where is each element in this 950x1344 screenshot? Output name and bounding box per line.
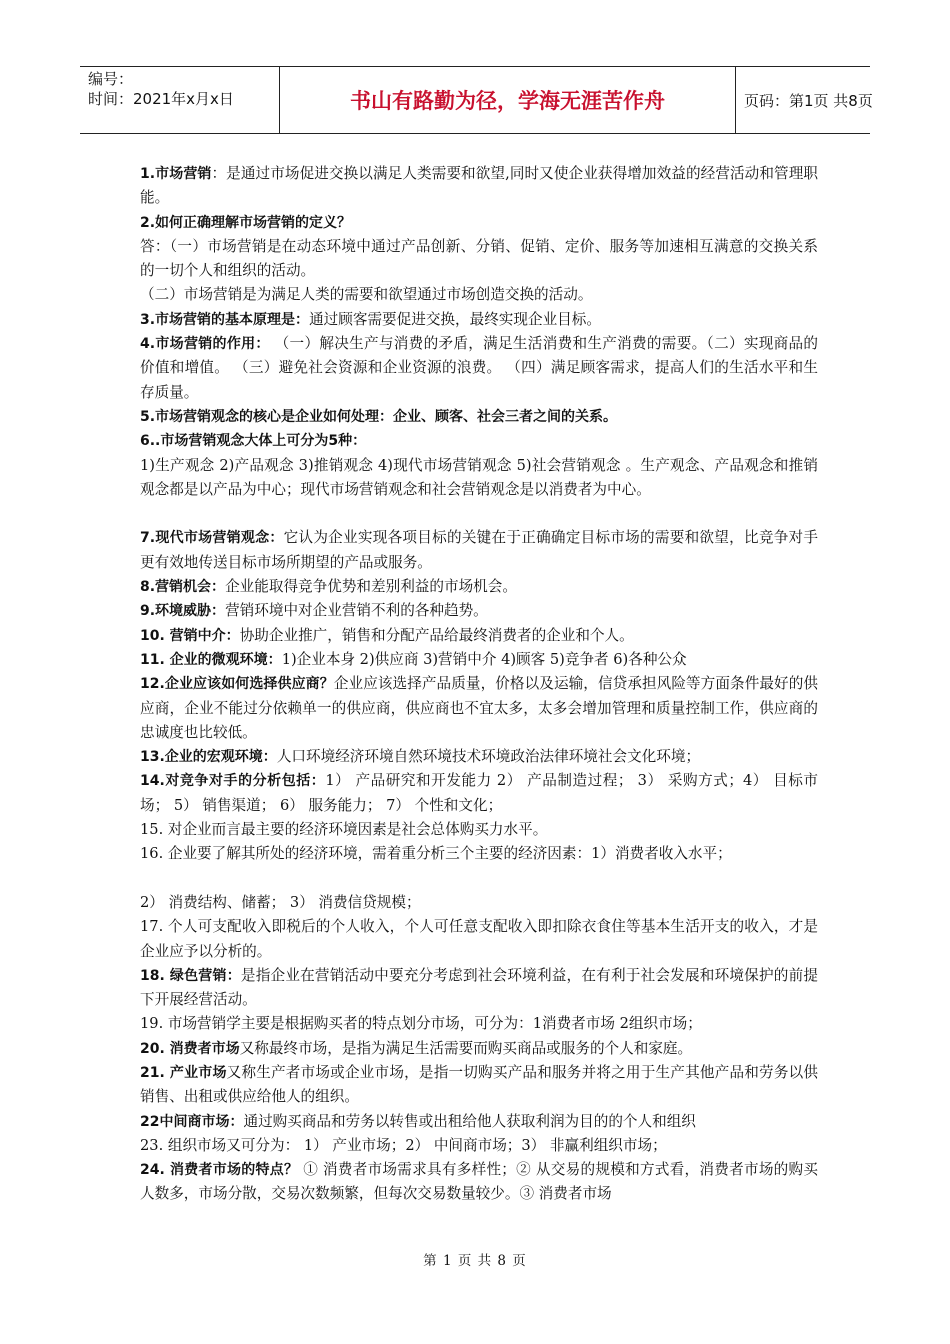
paragraph (140, 624, 818, 648)
paragraph-text: 1） 产品研究和开发能力 2） 产品制造过程； 3） 采购方式；4） 目标市场； 5） 销售渠道； 6） 服务能力； 7） 个性和文化； (140, 772, 818, 814)
paragraph (140, 332, 818, 405)
paragraph-text: ：是通过市场促进交换以满足人类需要和欲望,同时又使企业获得增加效益的经营活动和管理职能。 (140, 165, 818, 207)
page-header (80, 66, 873, 134)
paragraph (140, 891, 818, 915)
document-body (140, 162, 818, 1207)
paragraph-text: 2） 消费结构、储蓄； 3） 消费信贷规模； (140, 893, 421, 911)
paragraph-text: 又称生产者市场或企业市场，是指一切购买产品和服务并将之用于生产其他产品和劳务以供销售、出租或供应给他人的组织。 (140, 1063, 818, 1106)
date-label: 时间：2021年x月x日 (88, 90, 234, 108)
paragraph (140, 672, 818, 745)
paragraph-text: 16. 企业要了解其所处的经济环境，需着重分析三个主要的经济因素：1）消费者收入水平； (140, 845, 732, 863)
paragraph-heading: 14.对竞争对手的分析包括： (140, 773, 326, 790)
paragraph (140, 454, 818, 503)
paragraph-heading: 8.营销机会： (140, 579, 226, 596)
paragraph (140, 745, 818, 769)
paragraph-text: 1)生产观念 2)产品观念 3)推销观念 4)现代市场营销观念 5)社会营销观念 。生产观念、产品观念和推销观念都是以产品为中心；现代市场营销观念和社会营销观念是以消费者为中心。 (140, 456, 818, 498)
paragraph-text: 是指企业在营销活动中要充分考虑到社会环境利益，在有利于社会发展和环境保护的前提下开展经营活动。 (140, 966, 818, 1009)
paragraph (140, 1012, 818, 1036)
paragraph (140, 308, 818, 332)
paragraph-text: 企业能取得竞争优势和差别利益的市场机会。 (225, 578, 517, 596)
header-page-info: 页码：第1页 共8页 (744, 91, 873, 110)
paragraph-heading: 7.现代市场营销观念： (140, 530, 284, 547)
paragraph-text: ① 消费者市场需求具有多样性；② 从交易的规模和方式看，消费者市场的购买人数多，市场分散，交易次数频繁，但每次交易数量较少。③ 消费者市场 (140, 1161, 818, 1203)
page-footer: 第 1 页 共 8 页 (423, 1253, 527, 1269)
paragraph (140, 915, 818, 964)
paragraph (140, 405, 818, 429)
paragraph-heading: 3.市场营销的基本原理是： (140, 311, 310, 328)
paragraph-text: 通过顾客需要促进交换，最终实现企业目标。 (309, 310, 601, 328)
paragraph-heading: 13.企业的宏观环境： (140, 749, 277, 766)
paragraph-heading: 22中间商市场： (140, 1113, 244, 1130)
blank-line (140, 502, 818, 526)
paragraph-heading: 9.环境威胁： (140, 603, 226, 620)
paragraph (140, 429, 818, 453)
paragraph-text: 17. 个人可支配收入即税后的个人收入，个人可任意支配收入即扣除衣食住等基本生活开支的收入，才是企业应予以分析的。 (140, 918, 818, 960)
paragraph-heading: 20. 消费者市场 (140, 1040, 240, 1057)
paragraph-heading: 10. 营销中介： (140, 627, 240, 644)
paragraph (140, 1158, 818, 1207)
paragraph (140, 162, 818, 211)
paragraph (140, 818, 818, 842)
paragraph-text: （一）解决生产与消费的矛盾，满足生活消费和生产消费的需要。（二）实现商品的价值和增值。 （三）避免社会资源和企业资源的浪费。 （四）满足顾客需求，提高人们的生活水平和生存质量。 (140, 335, 819, 401)
paragraph (140, 599, 818, 623)
paragraph-heading: 2.如何正确理解市场营销的定义？ (140, 214, 352, 231)
paragraph-heading: 6..市场营销观念大体上可分为5种： (140, 433, 367, 450)
paragraph (140, 769, 818, 818)
paragraph (140, 1037, 818, 1061)
paragraph-text: 人口环境经济环境自然环境技术环境政治法律环境社会文化环境； (276, 748, 701, 766)
paragraph-heading: 5.市场营销观念的核心是企业如何处理：企业、顾客、社会三者之间的关系。 (140, 408, 618, 425)
paragraph-text: 19. 市场营销学主要是根据购买者的特点划分市场，可分为：1消费者市场 2组织市场； (140, 1015, 702, 1033)
paragraph-text: 通过购买商品和劳务以转售或出租给他人获取利润为目的的个人和组织 (243, 1112, 696, 1130)
paragraph-heading: 21. 产业市场 (140, 1064, 227, 1081)
paragraph-text: 23. 组织市场又可分为： 1） 产业市场；2） 中间商市场；3） 非赢利组织市场； (140, 1136, 667, 1154)
paragraph-heading: 18. 绿色营销： (140, 967, 241, 984)
paragraph (140, 1134, 818, 1158)
paragraph (140, 526, 818, 575)
paragraph (140, 1061, 818, 1110)
header-motto: 书山有路勤为径，学海无涯苦作舟 (280, 67, 736, 133)
paragraph (140, 964, 818, 1013)
paragraph-text: 协助企业推广，销售和分配产品给最终消费者的企业和个人。 (239, 626, 634, 644)
paragraph-heading: 12.企业应该如何选择供应商？ (140, 676, 334, 693)
paragraph-heading: 1.市场营销 (140, 166, 212, 182)
paragraph-text: （二）市场营销是为满足人类的需要和欲望通过市场创造交换的活动。 (140, 286, 593, 304)
paragraph (140, 648, 818, 672)
paragraph (140, 842, 818, 866)
paragraph-text: 营销环境中对企业营销不利的各种趋势。 (225, 602, 488, 620)
paragraph-text: 企业应该选择产品质量，价格以及运输，信贷承担风险等方面条件最好的供应商，企业不能过分依赖单一的供应商，供应商也不宜太多，太多会增加管理和质量控制工作，供应商的忠诚度也比较低。 (140, 675, 818, 741)
paragraph-heading: 11. 企业的微观环境： (140, 651, 282, 668)
header-meta (80, 67, 280, 133)
paragraph-text: 又称最终市场，是指为满足生活需要而购买商品或服务的个人和家庭。 (239, 1039, 693, 1057)
paragraph (140, 575, 818, 599)
paragraph (140, 211, 818, 235)
paragraph-text: 1)企业本身 2)供应商 3)营销中介 4)顾客 5)竞争者 6)各种公众 (281, 650, 687, 668)
paragraph-text: 它认为企业实现各项目标的关键在于正确确定目标市场的需要和欲望，比竞争对手更有效地传送目标市场所期望的产品或服务。 (140, 529, 818, 571)
number-label: 编号： (88, 70, 134, 88)
paragraph-text: 15. 对企业而言最主要的经济环境因素是社会总体购买力水平。 (140, 821, 548, 839)
paragraph-heading: 4.市场营销的作用： (140, 336, 270, 353)
paragraph-heading: 24. 消费者市场的特点？ (140, 1162, 299, 1179)
paragraph-text: 答：（一）市场营销是在动态环境中通过产品创新、分销、促销、定价、服务等加速相互满意的交换关系的一切个人和组织的活动。 (140, 237, 818, 280)
paragraph (140, 235, 818, 284)
blank-line (140, 867, 818, 891)
paragraph (140, 283, 818, 307)
paragraph (140, 1110, 818, 1134)
